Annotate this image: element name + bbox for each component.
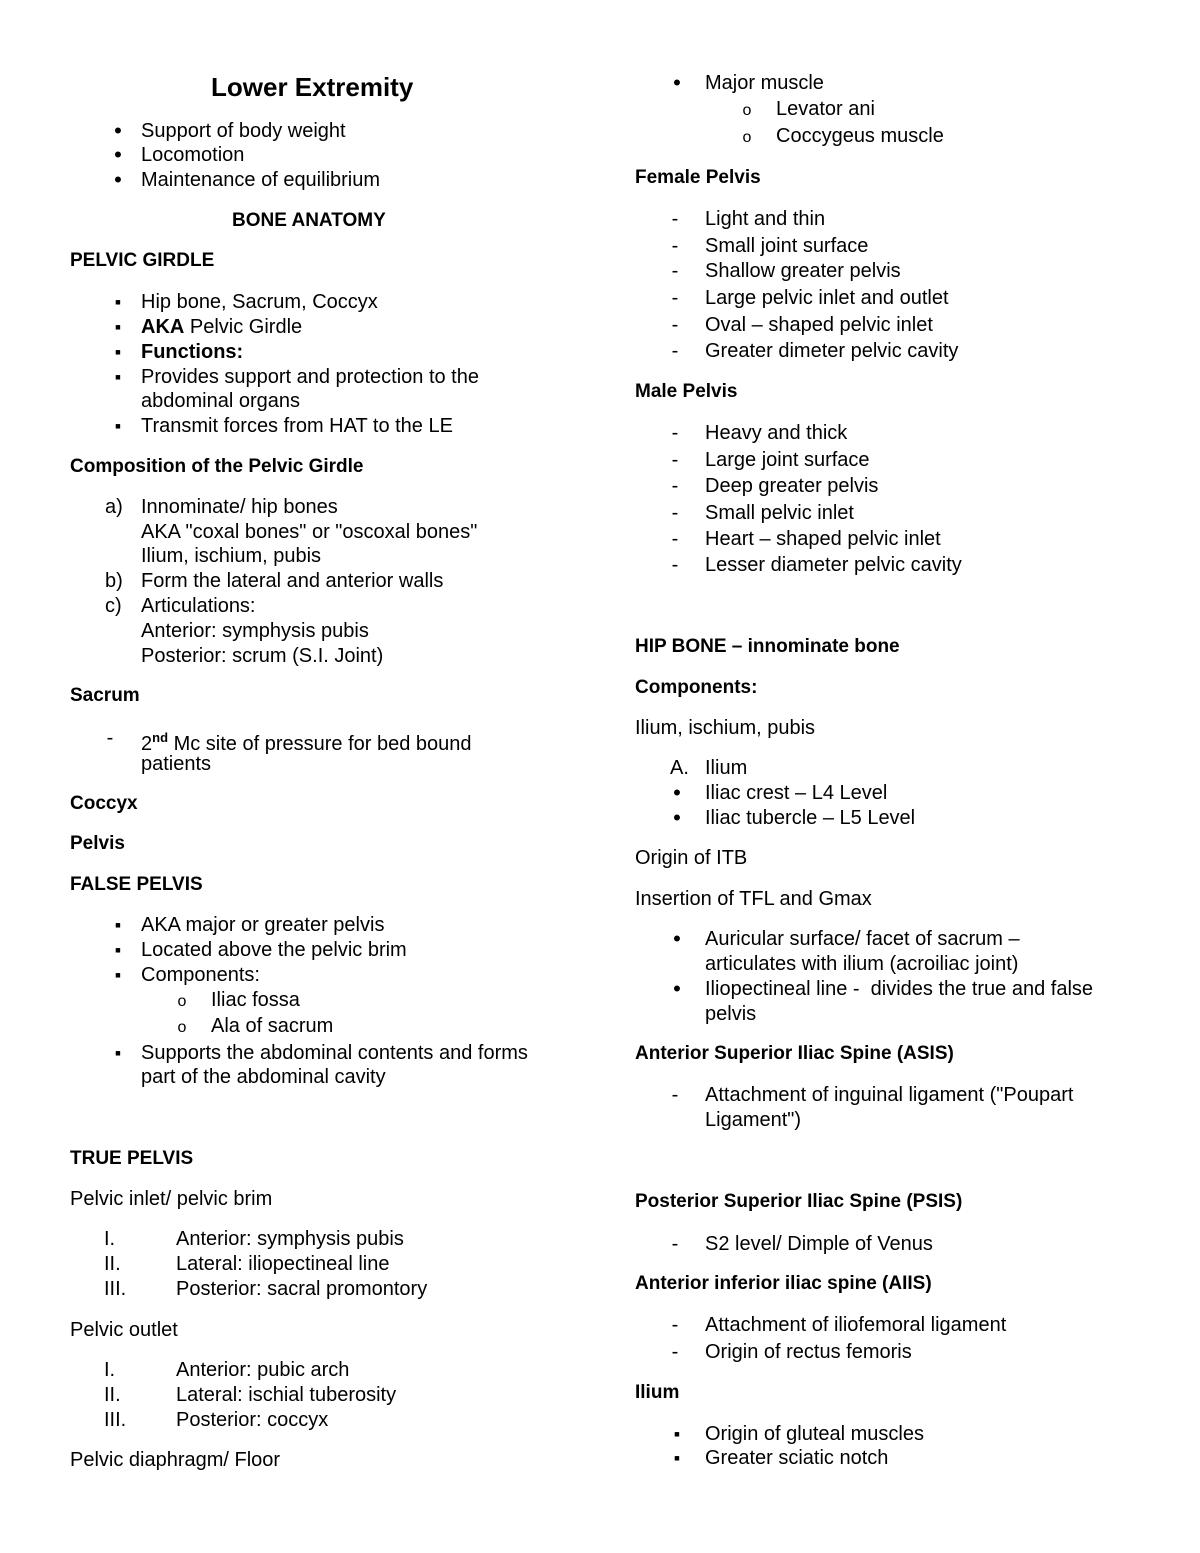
dash-text: Attachment of iliofemoral ligament <box>705 1314 1007 1336</box>
list-text: Located above the pelvic brim <box>141 939 407 961</box>
item-label: c) <box>105 595 122 617</box>
subheading-components: Components: <box>635 677 758 698</box>
bullet-icon <box>665 977 689 1002</box>
dash-text: Small pelvic inlet <box>705 502 854 524</box>
item-text: Lateral: ischial tuberosity <box>176 1384 397 1406</box>
sub-list-text: Iliac fossa <box>211 989 300 1011</box>
functions-label: Functions: <box>141 341 244 363</box>
item-label: II. <box>104 1253 121 1275</box>
dash-icon <box>663 501 687 525</box>
dash-icon <box>663 339 687 363</box>
paragraph: Pelvic outlet <box>70 1319 178 1341</box>
square-bullet-icon <box>106 315 130 339</box>
dash-icon <box>663 234 687 258</box>
square-bullet-icon <box>106 913 130 937</box>
section-heading-ilium: Ilium <box>635 1382 680 1403</box>
list-text: Hip bone, Sacrum, Coccyx <box>141 291 378 313</box>
ordinal-suffix: nd <box>152 730 169 745</box>
dash-icon <box>98 726 122 750</box>
sub-list-text: Ala of sacrum <box>211 1015 334 1037</box>
dash-icon <box>663 286 687 310</box>
list-text: Iliopectineal line - divides the true and false <box>705 978 1094 1000</box>
dash-text: Shallow greater pelvis <box>705 260 901 282</box>
item-text: Articulations: <box>141 595 256 617</box>
circle-bullet-icon <box>170 988 194 1014</box>
item-label: b) <box>105 570 123 592</box>
list-text-continued: part of the abdominal cavity <box>141 1066 386 1088</box>
item-label: I. <box>104 1359 116 1381</box>
page-title: Lower Extremity <box>211 72 414 102</box>
list-text: Major muscle <box>705 72 824 94</box>
dash-text-continued: Ligament") <box>705 1109 802 1131</box>
bullet-icon <box>106 119 130 144</box>
dash-text: Oval – shaped pelvic inlet <box>705 314 933 336</box>
dash-text: S2 level/ Dimple of Venus <box>705 1233 933 1255</box>
item-text-continued: AKA "coxal bones" or "oscoxal bones" <box>141 521 478 543</box>
dash-icon <box>663 313 687 337</box>
item-label: III. <box>104 1278 127 1300</box>
dash-text: Large pelvic inlet and outlet <box>705 287 949 309</box>
circle-bullet-icon <box>735 124 759 150</box>
item-label: I. <box>104 1228 116 1250</box>
paragraph: Insertion of TFL and Gmax <box>635 888 872 910</box>
bullet-text: Locomotion <box>141 144 245 166</box>
item-text: Ilium <box>705 757 748 779</box>
list-text: Greater sciatic notch <box>705 1447 889 1469</box>
section-heading-asis: Anterior Superior Iliac Spine (ASIS) <box>635 1043 954 1064</box>
dash-text: Origin of rectus femoris <box>705 1341 912 1363</box>
list-text: Provides support and protection to the <box>141 366 479 388</box>
paragraph: Ilium, ischium, pubis <box>635 717 816 739</box>
section-heading-female-pelvis: Female Pelvis <box>635 167 761 188</box>
square-bullet-icon <box>106 963 130 987</box>
item-text: Lateral: iliopectineal line <box>176 1253 390 1275</box>
bullet-icon <box>665 781 689 806</box>
sub-list-text: Coccygeus muscle <box>776 125 944 147</box>
dash-icon <box>663 259 687 283</box>
section-heading-pelvis: Pelvis <box>70 833 125 854</box>
item-text: Posterior: sacral promontory <box>176 1278 428 1300</box>
dash-icon <box>663 1232 687 1256</box>
bullet-icon <box>665 806 689 831</box>
item-text-continued: Posterior: scrum (S.I. Joint) <box>141 645 384 667</box>
dash-icon <box>663 448 687 472</box>
list-text: AKA major or greater pelvis <box>141 914 385 936</box>
item-text: Anterior: symphysis pubis <box>176 1228 404 1250</box>
dash-text: Deep greater pelvis <box>705 475 879 497</box>
list-text-continued: abdominal organs <box>141 390 300 412</box>
section-heading-sacrum: Sacrum <box>70 685 140 706</box>
dash-text-continued: patients <box>141 753 212 775</box>
item-label: III. <box>104 1409 127 1431</box>
square-bullet-icon <box>106 290 130 314</box>
bullet-icon <box>106 168 130 193</box>
aka-text: Pelvic Girdle <box>184 316 303 338</box>
bullet-icon <box>665 927 689 952</box>
bullet-text: Support of body weight <box>141 120 346 142</box>
dash-icon <box>663 207 687 231</box>
dash-text: Heart – shaped pelvic inlet <box>705 528 941 550</box>
dash-text: Large joint surface <box>705 449 870 471</box>
dash-text: Small joint surface <box>705 235 869 257</box>
item-text-continued: Anterior: symphysis pubis <box>141 620 369 642</box>
dash-text: Light and thin <box>705 208 826 230</box>
list-text: Auricular surface/ facet of sacrum – <box>705 928 1020 950</box>
square-bullet-icon <box>106 365 130 389</box>
dash-icon <box>663 553 687 577</box>
paragraph: Pelvic inlet/ pelvic brim <box>70 1188 273 1210</box>
ordinal-number: 2 <box>141 733 153 755</box>
list-text: Origin of gluteal muscles <box>705 1423 924 1445</box>
section-heading-psis: Posterior Superior Iliac Spine (PSIS) <box>635 1191 963 1212</box>
circle-bullet-icon <box>170 1014 194 1040</box>
section-heading-false-pelvis: FALSE PELVIS <box>70 874 203 895</box>
section-heading-coccyx: Coccyx <box>70 793 138 814</box>
list-text-continued: articulates with ilium (acroiliac joint) <box>705 953 1019 975</box>
dash-icon <box>663 1340 687 1364</box>
bullet-text: Maintenance of equilibrium <box>141 169 381 191</box>
item-label: a) <box>105 496 123 518</box>
list-text-continued: pelvis <box>705 1003 757 1025</box>
section-heading-aiis: Anterior inferior iliac spine (AIIS) <box>635 1273 932 1294</box>
dash-icon <box>663 474 687 498</box>
section-heading-male-pelvis: Male Pelvis <box>635 381 738 402</box>
aka-bold: AKA <box>141 316 185 338</box>
square-bullet-icon <box>106 1041 130 1065</box>
circle-bullet-icon <box>735 97 759 123</box>
section-heading-hip-bone: HIP BONE – innominate bone <box>635 636 900 657</box>
item-text: Form the lateral and anterior walls <box>141 570 444 592</box>
dash-icon <box>663 1083 687 1107</box>
section-heading-true-pelvis: TRUE PELVIS <box>70 1148 194 1169</box>
paragraph: Origin of ITB <box>635 847 748 869</box>
dash-text: Attachment of inguinal ligament ("Poupart <box>705 1084 1074 1106</box>
item-label: A. <box>670 757 689 779</box>
list-text: Iliac tubercle – L5 Level <box>705 807 916 829</box>
square-bullet-icon <box>106 938 130 962</box>
square-bullet-icon <box>106 340 130 364</box>
list-text: Supports the abdominal contents and forms <box>141 1042 528 1064</box>
list-text: Iliac crest – L4 Level <box>705 782 888 804</box>
item-text: Anterior: pubic arch <box>176 1359 350 1381</box>
item-label: II. <box>104 1384 121 1406</box>
list-text: Transmit forces from HAT to the LE <box>141 415 453 437</box>
dash-text: Greater dimeter pelvic cavity <box>705 340 959 362</box>
item-text: Posterior: coccyx <box>176 1409 329 1431</box>
section-heading-composition: Composition of the Pelvic Girdle <box>70 456 364 477</box>
paragraph: Pelvic diaphragm/ Floor <box>70 1449 281 1471</box>
dash-text: Mc site of pressure for bed bound <box>168 733 472 755</box>
dash-icon <box>663 1313 687 1337</box>
dash-icon <box>663 527 687 551</box>
dash-text: Heavy and thick <box>705 422 848 444</box>
square-bullet-icon <box>665 1422 689 1446</box>
square-bullet-icon <box>106 414 130 438</box>
bullet-icon <box>106 143 130 168</box>
item-text: Innominate/ hip bones <box>141 496 338 518</box>
item-text-continued: Ilium, ischium, pubis <box>141 545 322 567</box>
dash-text: Lesser diameter pelvic cavity <box>705 554 962 576</box>
sub-list-text: Levator ani <box>776 98 875 120</box>
list-text: Components: <box>141 964 260 986</box>
section-heading-pelvic-girdle: PELVIC GIRDLE <box>70 250 215 271</box>
section-heading-bone-anatomy: BONE ANATOMY <box>232 210 386 231</box>
dash-icon <box>663 421 687 445</box>
square-bullet-icon <box>665 1446 689 1470</box>
bullet-icon <box>665 71 689 96</box>
